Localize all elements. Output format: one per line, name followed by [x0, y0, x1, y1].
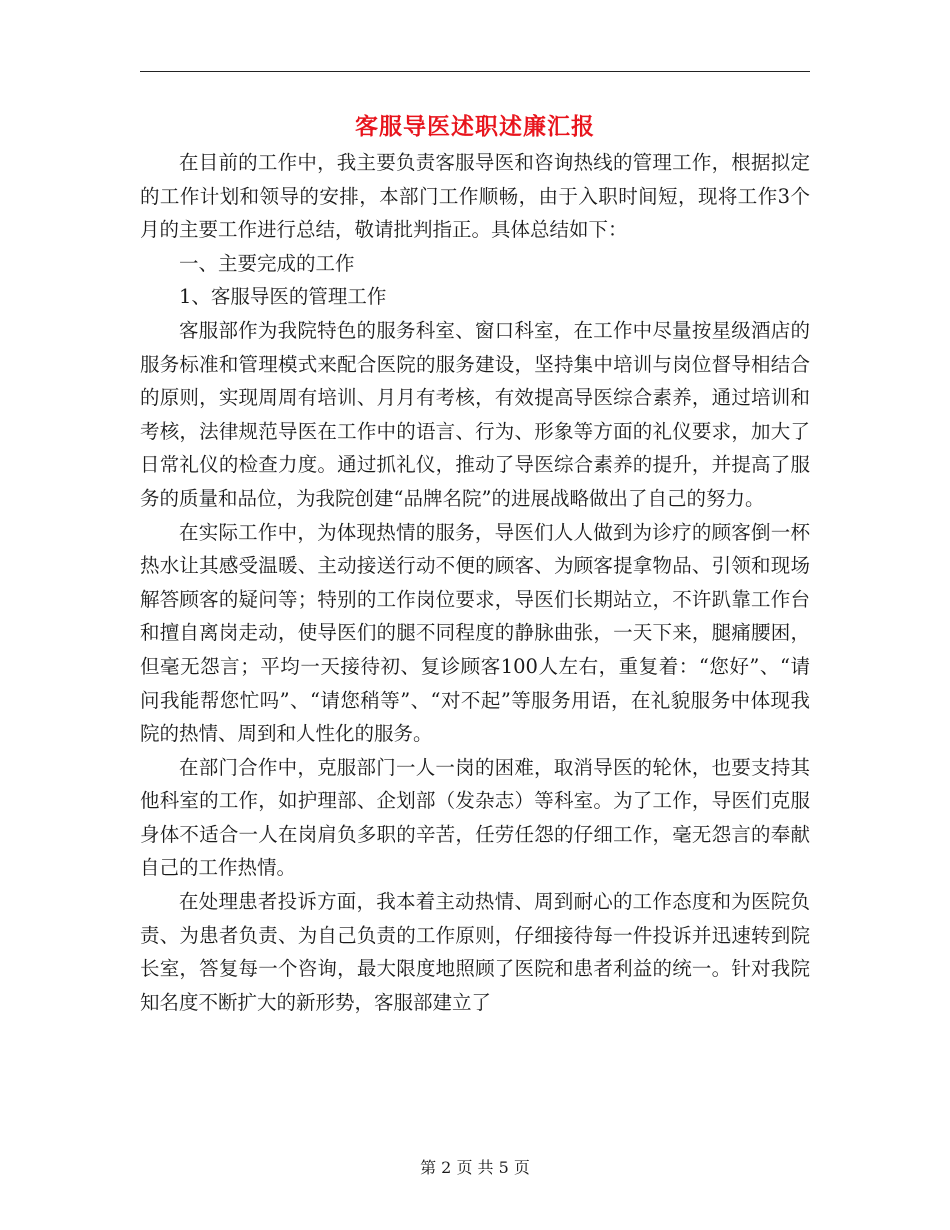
subsection-heading: 1、客服导医的管理工作 — [179, 285, 387, 309]
section-heading: 一、主要完成的工作 — [179, 251, 355, 275]
document-title: 客服导医述职述廉汇报 — [355, 114, 595, 140]
paragraph: 客服部作为我院特色的服务科室、窗口科室，在工作中尽量按星级酒店的服务标准和管理模式来配合医院的服务建设，坚持集中培训与岗位督导相结合的原则，实现周周有培训、月月有考核，有效提高导医综合素养，通过培训和考核，法律规范导医在工作中的语言、行为、形象等方面的礼仪要求，加大了日常礼仪的检查力度。通过抓礼仪，推动了导医综合素养的提升，并提高了服务的质量和品位，为我院创建“品牌名院”的进展战略做出了自己的努力。 — [140, 318, 810, 510]
document-body — [140, 146, 810, 1019]
page-number-footer: 第 2 页 共 5 页 — [420, 1158, 530, 1177]
paragraph-intro: 在目前的工作中，我主要负责客服导医和咨询热线的管理工作，根据拟定的工作计划和领导的安排，本部门工作顺畅，由于入职时间短，现将工作3个月的主要工作进行总结，敬请批判指正。具体总结如下： — [140, 151, 810, 242]
paragraph: 在部门合作中，克服部门一人一岗的困难，取消导医的轮休，也要支持其他科室的工作，如护理部、企划部（发杂志）等科室。为了工作，导医们克服身体不适合一人在岗肩负多职的辛苦，任劳任怨的仔细工作，毫无怨言的奉献自己的工作热情。 — [140, 755, 810, 880]
paragraph: 在处理患者投诉方面，我本着主动热情、周到耐心的工作态度和为医院负责、为患者负责、为自己负责的工作原则，仔细接待每一件投诉并迅速转到院长室，答复每一个咨询，最大限度地照顾了医院和患者利益的统一。针对我院知名度不断扩大的新形势，客服部建立了 — [140, 890, 810, 1014]
header-rule — [140, 71, 810, 72]
paragraph: 在实际工作中，为体现热情的服务，导医们人人做到为诊疗的顾客倒一杯热水让其感受温暖、主动接送行动不便的顾客、为顾客提拿物品、引领和现场解答顾客的疑问等；特别的工作岗位要求，导医们长期站立，不许趴靠工作台和擅自离岗走动，使导医们的腿不同程度的静脉曲张，一天下来，腿痛腰困，但毫无怨言；平均一天接待初、复诊顾客100人左右，重复着：“您好”、“请问我能帮您忙吗”、“请您稍等”、“对不起”等服务用语，在礼貌服务中体现我院的热情、周到和人性化的服务。 — [140, 520, 810, 746]
